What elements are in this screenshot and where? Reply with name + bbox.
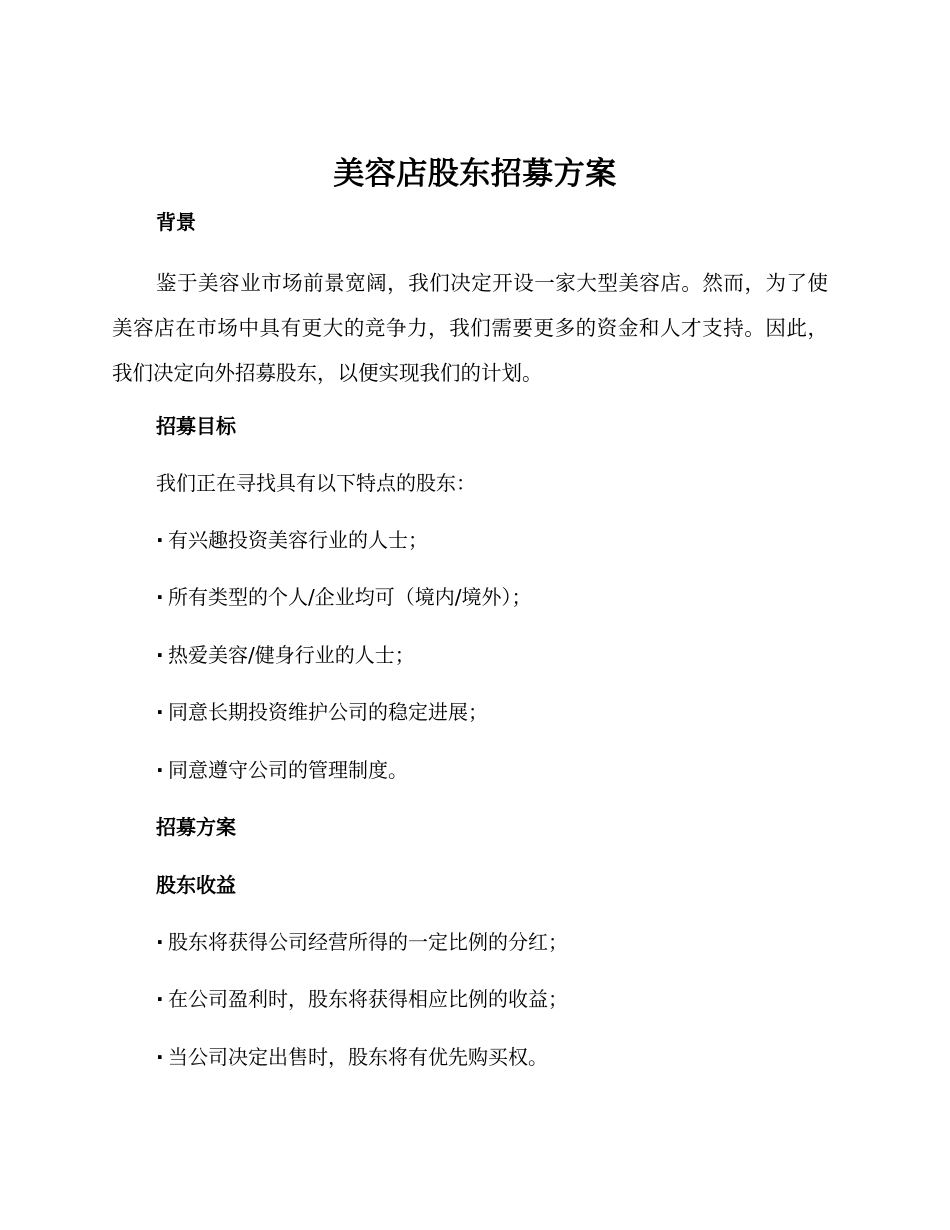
bullet-glyph: · bbox=[156, 585, 164, 609]
benefit-item bbox=[156, 1042, 548, 1072]
benefit-item-text: 当公司决定出售时，股东将有优先购买权。 bbox=[168, 1045, 548, 1069]
target-item bbox=[156, 755, 408, 785]
benefit-item-text: 在公司盈利时，股东将获得相应比例的收益； bbox=[168, 987, 568, 1011]
heading-benefits: 股东收益 bbox=[156, 873, 236, 897]
heading-background: 背景 bbox=[156, 210, 196, 234]
target-item bbox=[156, 582, 531, 612]
bullet-glyph: · bbox=[156, 700, 164, 724]
target-item-text: 有兴趣投资美容行业的人士； bbox=[168, 528, 428, 552]
bullet-glyph: · bbox=[156, 930, 164, 954]
background-paragraph: 鉴于美容业市场前景宽阔，我们决定开设一家大型美容店。然而，为了使美容店在市场中具有更大的竞争力，我们需要更多的资金和人才支持。因此，我们决定向外招募股东，以便实现我们的计划。 bbox=[112, 271, 828, 385]
target-item bbox=[156, 525, 428, 555]
bullet-glyph: · bbox=[156, 528, 164, 552]
benefit-item bbox=[156, 927, 568, 957]
target-item-text: 热爱美容/健身行业的人士； bbox=[168, 643, 415, 667]
target-item-text: 所有类型的个人/企业均可（境内/境外）； bbox=[168, 585, 532, 609]
target-item-text: 同意长期投资维护公司的稳定进展； bbox=[168, 700, 488, 724]
document-title: 美容店股东招募方案 bbox=[333, 156, 617, 192]
bullet-glyph: · bbox=[156, 1045, 164, 1069]
benefit-item-text: 股东将获得公司经营所得的一定比例的分红； bbox=[168, 930, 568, 954]
target-intro: 我们正在寻找具有以下特点的股东： bbox=[156, 471, 476, 495]
heading-target: 招募目标 bbox=[156, 414, 236, 438]
bullet-glyph: · bbox=[156, 758, 164, 782]
target-item-text: 同意遵守公司的管理制度。 bbox=[168, 758, 408, 782]
target-item bbox=[156, 640, 415, 670]
bullet-glyph: · bbox=[156, 643, 164, 667]
benefit-item bbox=[156, 984, 568, 1014]
heading-plan: 招募方案 bbox=[156, 815, 236, 839]
target-item bbox=[156, 697, 488, 727]
bullet-glyph: · bbox=[156, 987, 164, 1011]
